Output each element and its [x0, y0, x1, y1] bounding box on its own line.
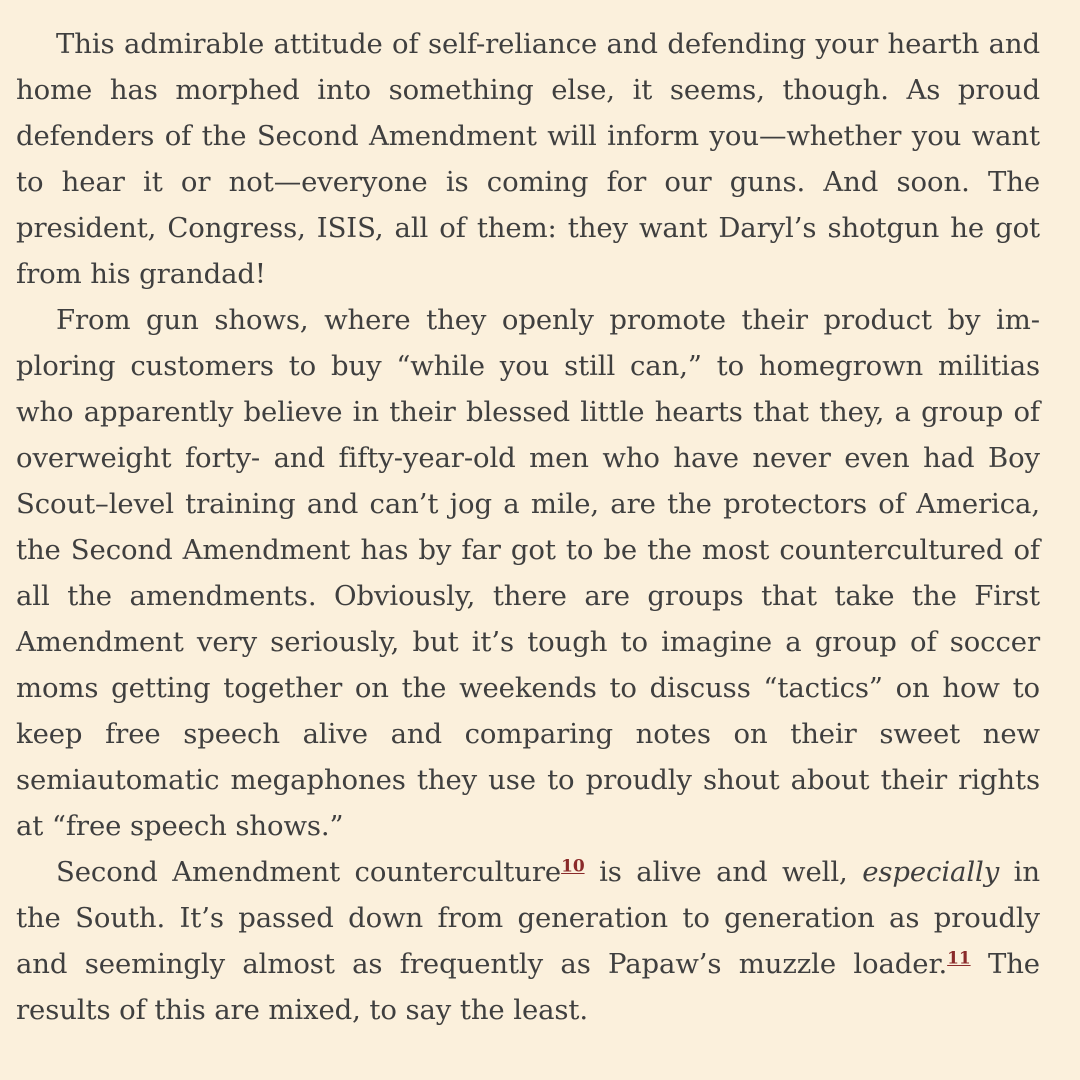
paragraph-3: [16, 849, 1040, 1033]
paragraph-3-text-d: The results of this are mixed, to say the least.: [16, 948, 1040, 1026]
paragraph-3-text-a: Second Amendment counterculture: [56, 856, 562, 888]
paragraph-1: This admirable attitude of self-reliance and defending your hearth and home has morphed into something else, it seems, though. As proud defenders of the Second Amendment will inform you—whether you want to hear it or not—everyone is coming for our guns. And soon. The president, Congress, ISIS, all of them: they want Daryl’s shotgun he got from his grandad!: [16, 28, 1040, 290]
paragraph-2: From gun shows, where they openly promote their product by imploring customers to buy “while you still can,” to homegrown militias who apparently believe in their blessed little hearts that they, a group of overweight forty- and fifty-year-old men who have never even had Boy Scout–level training and can’t jog a mile, are the protectors of America, the Second Amendment has by far got to be the most countercultured of all the amendments. Obviously, there are groups that take the First Amendment very seriously, but it’s tough to imagine a group of soccer moms getting together on the weekends to discuss “tactics” on how to keep free speech alive and comparing notes on their sweet new semiautomatic megaphones they use to proudly shout about their rights at “free speech shows.”: [16, 304, 1040, 842]
footnote-link-11[interactable]: 11: [947, 948, 971, 969]
paragraph-3-text-b: is alive and well,: [584, 856, 863, 888]
footnote-link-10[interactable]: 10: [561, 856, 585, 877]
text-column: [16, 21, 1040, 1033]
emphasis-especially: especially: [862, 856, 1000, 888]
paragraph-3-text-c: in the South. It’s passed down from generation to generation as proudly and seemingly almost as frequently as Papaw’s muzzle loader.: [16, 856, 1040, 980]
